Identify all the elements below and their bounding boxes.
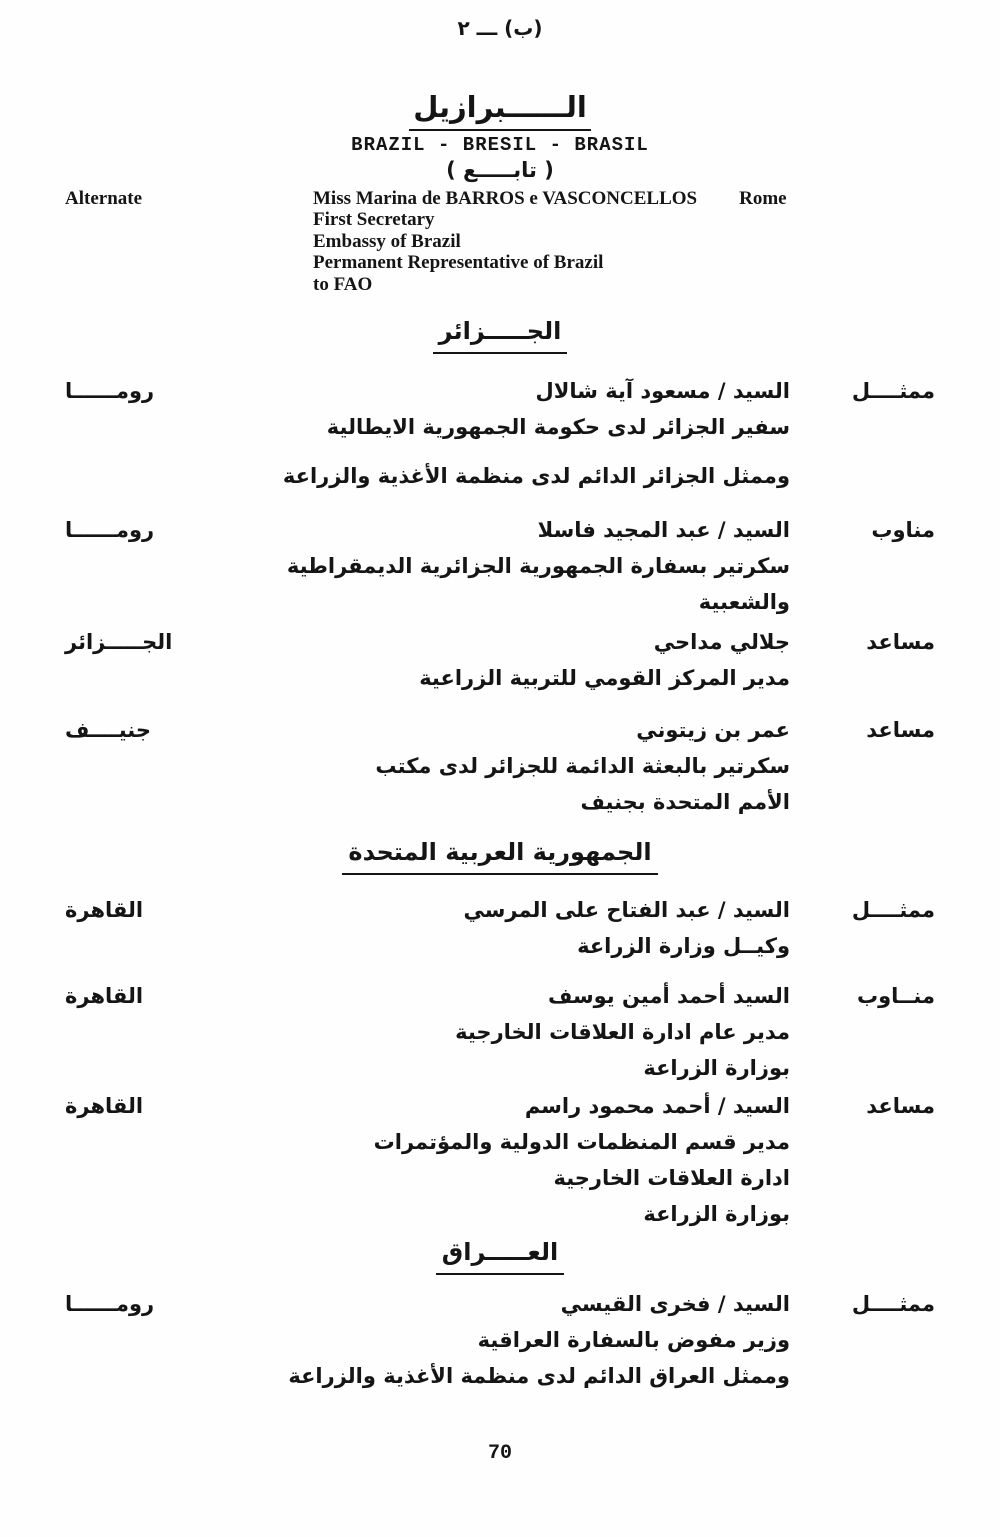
english-delegate-block bbox=[65, 188, 935, 296]
delegate-name: جلالي مداحي bbox=[653, 630, 790, 655]
duty-station: القاهرة bbox=[65, 1094, 144, 1119]
section-heading-algeria bbox=[65, 317, 935, 345]
continued-label: ( تابـــــع ) bbox=[446, 157, 554, 182]
delegate-details bbox=[255, 373, 790, 494]
delegate-title-line: سكرتير بالبعثة الدائمة للجزائر لدى مكتب bbox=[375, 754, 790, 779]
role-label: ممثــــل bbox=[851, 1292, 935, 1317]
delegate-title-line: سكرتير بسفارة الجمهورية الجزائرية الديمقراطية bbox=[286, 554, 790, 579]
delegate-title-line: الأمم المتحدة بجنيف bbox=[580, 790, 790, 815]
delegate-title-line: مدير عام ادارة العلاقات الخارجية bbox=[455, 1020, 790, 1045]
duty-station: رومــــــا bbox=[65, 379, 155, 404]
delegate-title-line: وممثل العراق الدائم لدى منظمة الأغذية والزراعة bbox=[288, 1364, 790, 1389]
delegate-title-line: بوزارة الزراعة bbox=[643, 1056, 790, 1081]
delegate-name: السيد / عبد الفتاح على المرسي bbox=[463, 898, 790, 923]
delegate-entry bbox=[65, 978, 935, 1086]
delegate-details bbox=[255, 624, 790, 696]
line-spacer bbox=[255, 445, 790, 458]
section-heading-iraq bbox=[65, 1238, 935, 1266]
page-section-header: (ب) ـــ ٢ bbox=[457, 16, 543, 40]
delegate-title-line: وممثل الجزائر الدائم لدى منظمة الأغذية والزراعة bbox=[282, 464, 790, 489]
section-heading-text: العـــــراق bbox=[436, 1238, 564, 1275]
section-heading-text: الجـــــزائر bbox=[433, 317, 568, 354]
delegate-details bbox=[255, 712, 790, 820]
role-label: ممثــــل bbox=[851, 379, 935, 404]
duty-station: رومــــــا bbox=[65, 518, 155, 543]
delegate-title-line: مدير قسم المنظمات الدولية والمؤتمرات bbox=[373, 1130, 790, 1155]
delegate-entry bbox=[65, 512, 935, 620]
delegate-title-en: Embassy of Brazil bbox=[313, 230, 461, 252]
country-title-block bbox=[65, 90, 935, 182]
delegate-entry bbox=[65, 624, 935, 696]
delegate-details-en bbox=[313, 188, 935, 296]
country-title-arabic bbox=[65, 90, 935, 125]
delegate-details bbox=[255, 1286, 790, 1394]
role-label-en: Alternate bbox=[65, 187, 143, 209]
country-title-latin: BRAZIL - BRESIL - BRASIL bbox=[351, 133, 649, 156]
duty-station-en: Rome bbox=[739, 187, 787, 209]
delegate-title-en: First Secretary bbox=[313, 209, 435, 231]
delegate-entry bbox=[65, 1286, 935, 1394]
delegate-details bbox=[255, 512, 790, 620]
delegate-entry bbox=[65, 373, 935, 494]
delegate-details bbox=[255, 978, 790, 1086]
delegate-name-en: Miss Marina de BARROS e VASCONCELLOS bbox=[313, 187, 698, 209]
delegate-name: السيد / أحمد محمود راسم bbox=[524, 1094, 790, 1119]
delegate-details bbox=[255, 1088, 790, 1232]
duty-station: الجـــــزائر bbox=[65, 630, 173, 655]
country-title-arabic-text: الــــــبرازيل bbox=[409, 90, 591, 131]
role-label: مساعد bbox=[866, 718, 935, 743]
delegate-entry bbox=[65, 1088, 935, 1232]
delegate-title-line: سفير الجزائر لدى حكومة الجمهورية الايطالية bbox=[326, 415, 790, 440]
delegate-title-line: والشعبية bbox=[698, 590, 790, 615]
role-label: مساعد bbox=[866, 1094, 935, 1119]
delegate-entry bbox=[65, 892, 935, 964]
role-label: مناوب bbox=[871, 518, 935, 543]
duty-station: رومــــــا bbox=[65, 1292, 155, 1317]
delegate-title-en: Permanent Representative of Brazil bbox=[313, 252, 604, 274]
delegate-name: السيد / مسعود آية شالال bbox=[535, 379, 790, 404]
duty-station: جنيــــف bbox=[65, 718, 151, 743]
delegate-title-line: بوزارة الزراعة bbox=[643, 1202, 790, 1227]
delegate-title-line: وزير مفوض بالسفارة العراقية bbox=[477, 1328, 790, 1353]
delegate-title-line: مدير المركز القومي للتربية الزراعية bbox=[419, 666, 790, 691]
delegate-title-line: وكيــل وزارة الزراعة bbox=[577, 934, 790, 959]
role-label: مساعد bbox=[866, 630, 935, 655]
delegate-details bbox=[255, 892, 790, 964]
section-heading-text: الجمهورية العربية المتحدة bbox=[342, 838, 657, 875]
delegate-title-en: to FAO bbox=[313, 273, 373, 295]
duty-station: القاهرة bbox=[65, 984, 144, 1009]
delegate-name: السيد / فخرى القيسي bbox=[560, 1292, 790, 1317]
delegate-name: السيد / عبد المجيد فاسلا bbox=[537, 518, 790, 543]
delegate-entry bbox=[65, 712, 935, 820]
delegate-name: عمر بن زيتوني bbox=[636, 718, 790, 743]
delegate-name-row-en bbox=[313, 188, 935, 210]
delegate-name: السيد أحمد أمين يوسف bbox=[547, 984, 790, 1009]
duty-station: القاهرة bbox=[65, 898, 144, 923]
delegate-title-line: ادارة العلاقات الخارجية bbox=[553, 1166, 790, 1191]
role-label: منــاوب bbox=[857, 984, 935, 1009]
page-number: 70 bbox=[487, 1442, 512, 1466]
section-heading-uar bbox=[65, 838, 935, 866]
role-label: ممثــــل bbox=[851, 898, 935, 923]
